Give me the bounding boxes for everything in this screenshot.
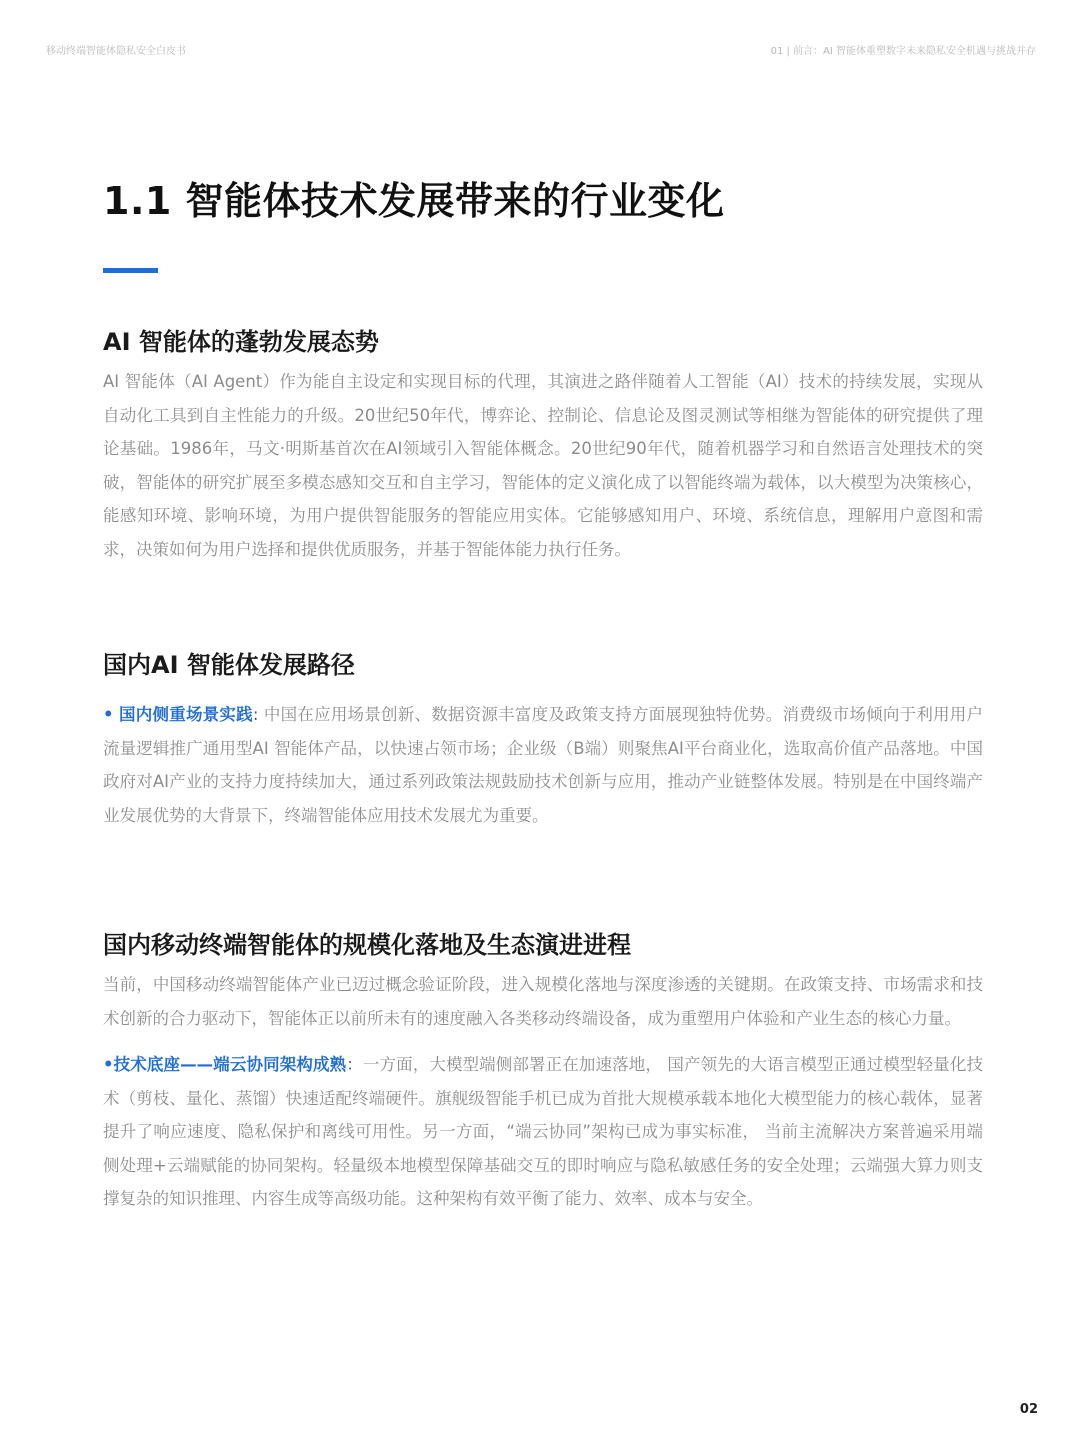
section-heading: 国内移动终端智能体的规模化落地及生态演进进程 — [103, 931, 631, 959]
section-heading: AI 智能体的蓬勃发展态势 — [103, 328, 379, 356]
bullet-text: 一方面，大模型端侧部署正在加速落地， 国产领先的大语言模型正通过模型轻量化技术（剪枝、量化、蒸馏）快速适配终端硬件。旗舰级智能手机已成为首批大规模承载本地化大模型能力的核心载体，显著提升了响应速度、隐私保护和离线可用性。另一方面，“端云协同”架构已成为事实标准， 当前主流解决方案普遍采用端侧处理+云端赋能的协同架构。轻量级本地模型保障基础交互的即时响应与隐私敏感任务的安全处理；云端强大算力则支撑复杂的知识推理、内容生成等高级功能。这种架构有效平衡了能力、效率、成本与安全。 — [103, 1055, 984, 1208]
bullet-colon: : — [252, 705, 259, 724]
section-paragraph: 当前，中国移动终端智能体产业已迈过概念验证阶段，进入规模化落地与深度渗透的关键期。在政策支持、市场需求和技术创新的合力驱动下，智能体正以前所未有的速度融入各类移动终端设备，成为重塑用户体验和产业生态的核心力量。 — [103, 975, 983, 1028]
section-heading: 国内AI 智能体发展路径 — [103, 651, 355, 679]
title-accent-rule — [103, 268, 158, 273]
bullet-marker: • — [103, 1055, 114, 1074]
page-number: 02 — [1019, 1402, 1038, 1417]
section-mobile-terminal-ecosystem — [103, 925, 983, 1216]
bullet-text: 中国在应用场景创新、数据资源丰富度及政策支持方面展现独特优势。消费级市场倾向于利用用户流量逻辑推广通用型AI 智能体产品，以快速占领市场；企业级（B端）则聚焦AI平台商业化，选取高价值产品落地。中国政府对AI产业的支持力度持续加大，通过系列政策法规鼓励技术创新与应用，推动产业链整体发展。特别是在中国终端产业发展优势的大背景下，终端智能体应用技术发展尤为重要。 — [103, 705, 984, 825]
bullet-marker: • — [103, 705, 114, 724]
bullet-colon: ： — [346, 1055, 363, 1074]
bullet-paragraph — [103, 1048, 983, 1216]
bullet-label: 国内侧重场景实践 — [119, 705, 253, 724]
bullet-label: 技术底座——端云协同架构成熟 — [113, 1055, 347, 1074]
running-header-right: 01 | 前言：AI 智能体重塑数字未来隐私安全机遇与挑战并存 — [770, 46, 1036, 57]
section-ai-agent-development — [103, 322, 983, 566]
running-header-left: 移动终端智能体隐私安全白皮书 — [46, 46, 186, 57]
page-title: 1.1 智能体技术发展带来的行业变化 — [103, 179, 725, 223]
section-paragraph: AI 智能体（AI Agent）作为能自主设定和实现目标的代理，其演进之路伴随着人工智能（AI）技术的持续发展，实现从自动化工具到自主性能力的升级。20世纪50年代，博弈论、控制论、信息论及图灵测试等相继为智能体的研究提供了理论基础。1986年，马文·明斯基首次在AI领域引入智能体概念。20世纪90年代，随着机器学习和自然语言处理技术的突破，智能体的研究扩展至多模态感知交互和自主学习，智能体的定义演化成了以智能终端为载体，以大模型为决策核心，能感知环境、影响环境，为用户提供智能服务的智能应用实体。它能够感知用户、环境、系统信息，理解用户意图和需求，决策如何为用户选择和提供优质服务，并基于智能体能力执行任务。 — [103, 372, 983, 559]
bullet-paragraph — [103, 698, 983, 832]
section-domestic-path — [103, 645, 983, 832]
